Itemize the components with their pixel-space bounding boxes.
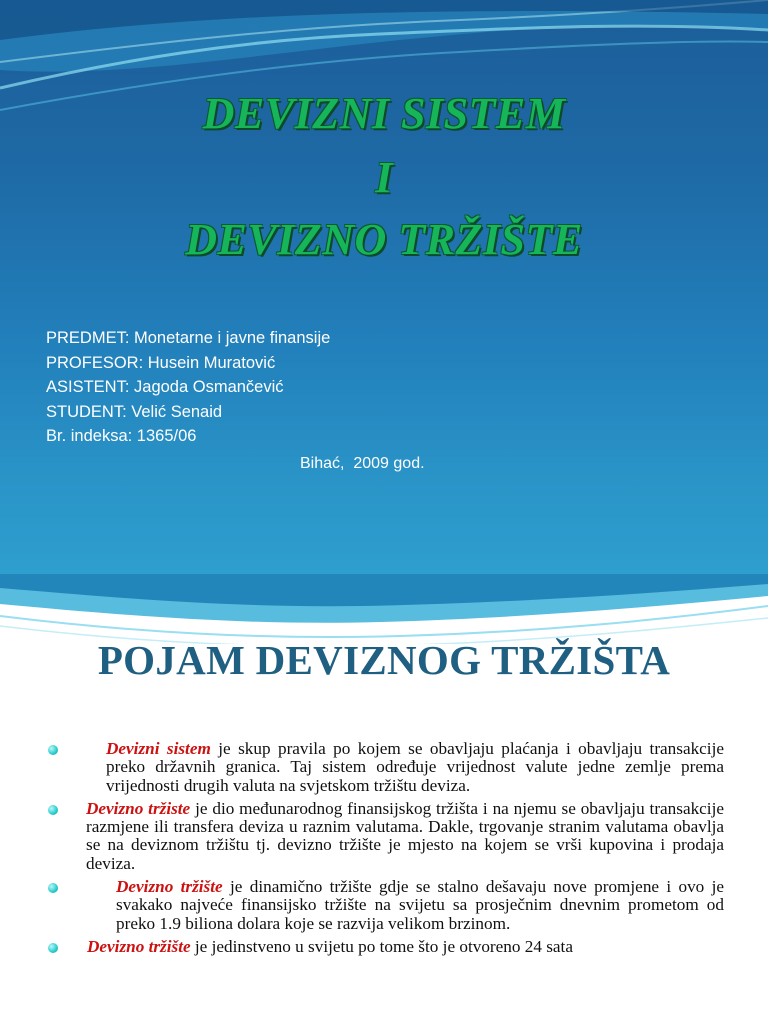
list-item bbox=[44, 800, 724, 873]
slide-heading: POJAM DEVIZNOG TRŽIŠTA bbox=[97, 637, 671, 683]
wave-decoration-2 bbox=[0, 574, 768, 644]
term-highlight: Devizno tržiste bbox=[86, 798, 191, 818]
info-student: STUDENT: Velić Senaid bbox=[46, 402, 223, 421]
title-line-2: I bbox=[375, 153, 393, 202]
bullet-dot-icon bbox=[48, 805, 58, 815]
bullet-dot-icon bbox=[48, 745, 58, 755]
bullet-text: je skup pravila po kojem se obavljaju plaćanja i obavljaju transakcije preko državnih granica. Taj sistem određuje vrijednost valute jedne zemlje prema vrijednosti drugih valuta na svjetskom tržištu deviza. bbox=[106, 739, 724, 795]
bullet-dot-icon bbox=[48, 883, 58, 893]
list-item bbox=[44, 740, 724, 795]
term-highlight: Devizno tržište bbox=[87, 936, 191, 956]
term-highlight: Devizno tržište bbox=[116, 877, 223, 897]
term-highlight: Devizni sistem bbox=[106, 739, 211, 758]
bullet-dot-icon bbox=[48, 943, 58, 953]
bullet-list bbox=[44, 740, 724, 961]
list-item bbox=[44, 878, 724, 933]
list-item bbox=[44, 938, 724, 956]
bullet-text: je dio međunarodnog finansijskog tržišta i na njemu se obavljaju transakcije razmjene ili transfera deviza u raznim valutama. Dakle, trgovanje stranim valutama obavlja se na deviznom tržištu tj. devizno tržište je mjesto na kojem se vrši kupovina i prodaja deviza. bbox=[86, 798, 724, 873]
title-line-1: DEVIZNI SISTEM bbox=[202, 89, 566, 138]
info-professor: PROFESOR: Husein Muratović bbox=[46, 353, 276, 372]
content-slide bbox=[0, 574, 768, 1024]
course-info bbox=[46, 326, 330, 449]
title-line-3: DEVIZNO TRŽIŠTE bbox=[185, 215, 583, 264]
bullet-text: je jedinstveno u svijetu po tome što je otvoreno 24 sata bbox=[190, 936, 573, 956]
bullet-text: je dinamično tržište gdje se stalno dešavaju nove promjene i ovo je svakako najveće finansijsko tržište na svijetu sa prosječnim dnevnim prometom od preko 1.9 biliona dolara koje se razvija velikom brzinom. bbox=[116, 877, 725, 933]
info-subject: PREDMET: Monetarne i javne finansije bbox=[46, 329, 331, 347]
info-index: Br. indeksa: 1365/06 bbox=[46, 427, 197, 446]
info-assistant: ASISTENT: Jagoda Osmančević bbox=[46, 378, 284, 397]
place-date: Bihać, 2009 god. bbox=[300, 455, 425, 472]
